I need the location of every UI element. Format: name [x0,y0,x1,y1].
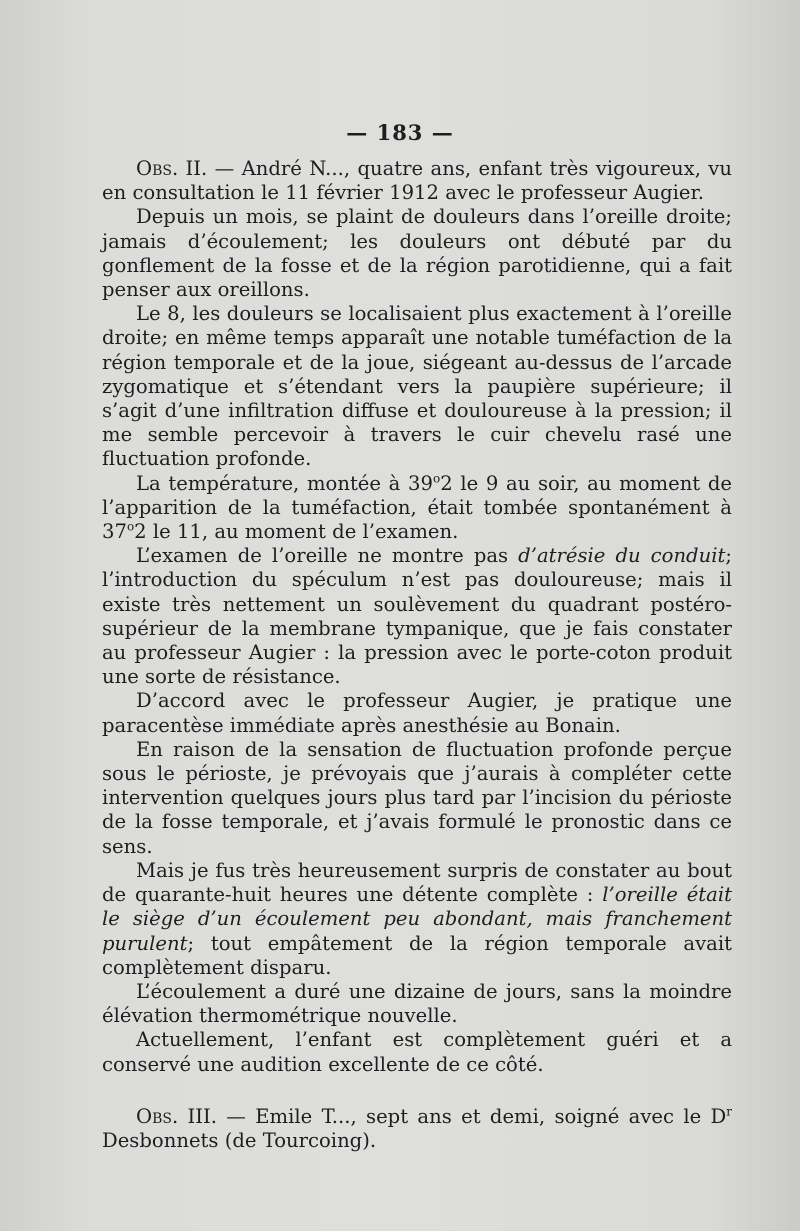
text-run: Actuellement, l’enfant est complètement guéri et a conservé une audition excellente de ce côté. [102,1028,732,1076]
italic-text: l’oreille était le siège d’un écoulement peu abondant, mais franchement purulent [102,883,732,955]
italic-text: d’atrésie du conduit [518,544,726,568]
small-caps-text: Obs. II. [136,157,208,180]
paragraph [102,738,732,859]
body-text [102,157,732,1153]
page-number: — 183 — [346,120,454,145]
text-run: ; tout empâtement de la région temporale avait complètement disparu. [102,931,732,979]
paragraph [102,302,732,471]
paragraph [102,1028,732,1076]
text-run: En raison de la sensation de fluctuation profonde perçue sous le périoste, je prévoyais que j’aurais à compléter cette intervention quelques jours plus tard par l’incision du périoste de la fosse temporale, et j’avais formulé le pronostic dans ce sens. [102,737,732,858]
text-run: Depuis un mois, se plaint de douleurs dans l’oreille droite; jamais d’écoulement; les douleurs ont débuté par du gonflement de la fosse et de la région parotidienne, qui a fait penser aux oreillons. [102,205,732,302]
text-run: Mais je fus très heureusement surpris de constater au bout de quarante-huit heures une détente complète : [102,858,732,907]
text-run: — Emile T..., sept ans et demi, soigné avec le D [216,1104,727,1128]
text-run: D’accord avec le professeur Augier, je pratique une paracentèse immédiate après anesthésie au Bonain. [102,689,732,737]
text-run: 2 le 9 au soir, au moment de l’apparition de la tuméfaction, était tombée spontanément à 37 [102,471,732,544]
paragraph [102,157,732,205]
paragraph [102,472,732,545]
text-run: Le 8, les douleurs se localisaient plus exactement à l’oreille droite; en même temps apparaît une notable tuméfaction de la région temporale et de la joue, siégeant au-dessus de l’arcade zygomatique et s’étendant vers la paupière supérieure; il s’agit d’une infiltration diffuse et douloureuse à la pression; il me semble percevoir à travers le cuir chevelu rasé une fluctuation profonde. [102,302,732,471]
text-run: L’examen de l’oreille ne montre pas [136,544,519,568]
small-caps-text: Obs. III. [136,1104,217,1128]
paragraph [102,859,732,980]
superscript: o [432,471,441,486]
text-run: L’écoulement a duré une dizaine de jours, sans la moindre élévation thermométrique nouvelle. [102,979,732,1028]
text-run: — André N..., quatre ans, enfant très vigoureux, vu en consultation le 11 février 1912 avec le professeur Augier. [102,157,732,205]
text-run: La température, montée à 39 [136,471,433,495]
paragraph [102,1105,732,1153]
text-run: 2 le 11, au moment de l’examen. [134,520,459,544]
superscript: r [726,1104,732,1119]
paragraph [102,205,732,302]
superscript: o [126,519,135,534]
paragraph [102,980,732,1028]
text-run: ; l’introduction du spéculum n’est pas douloureuse; mais il existe très nettement un soulèvement du quadrant postéro-supérieur de la membrane tympanique, que je fais constater au professeur Augier : la pression avec le porte-coton produit une sorte de résistance. [102,544,732,689]
paragraph [102,689,732,737]
text-run: Desbonnets (de Tourcoing). [102,1128,377,1152]
paragraph [102,544,732,689]
